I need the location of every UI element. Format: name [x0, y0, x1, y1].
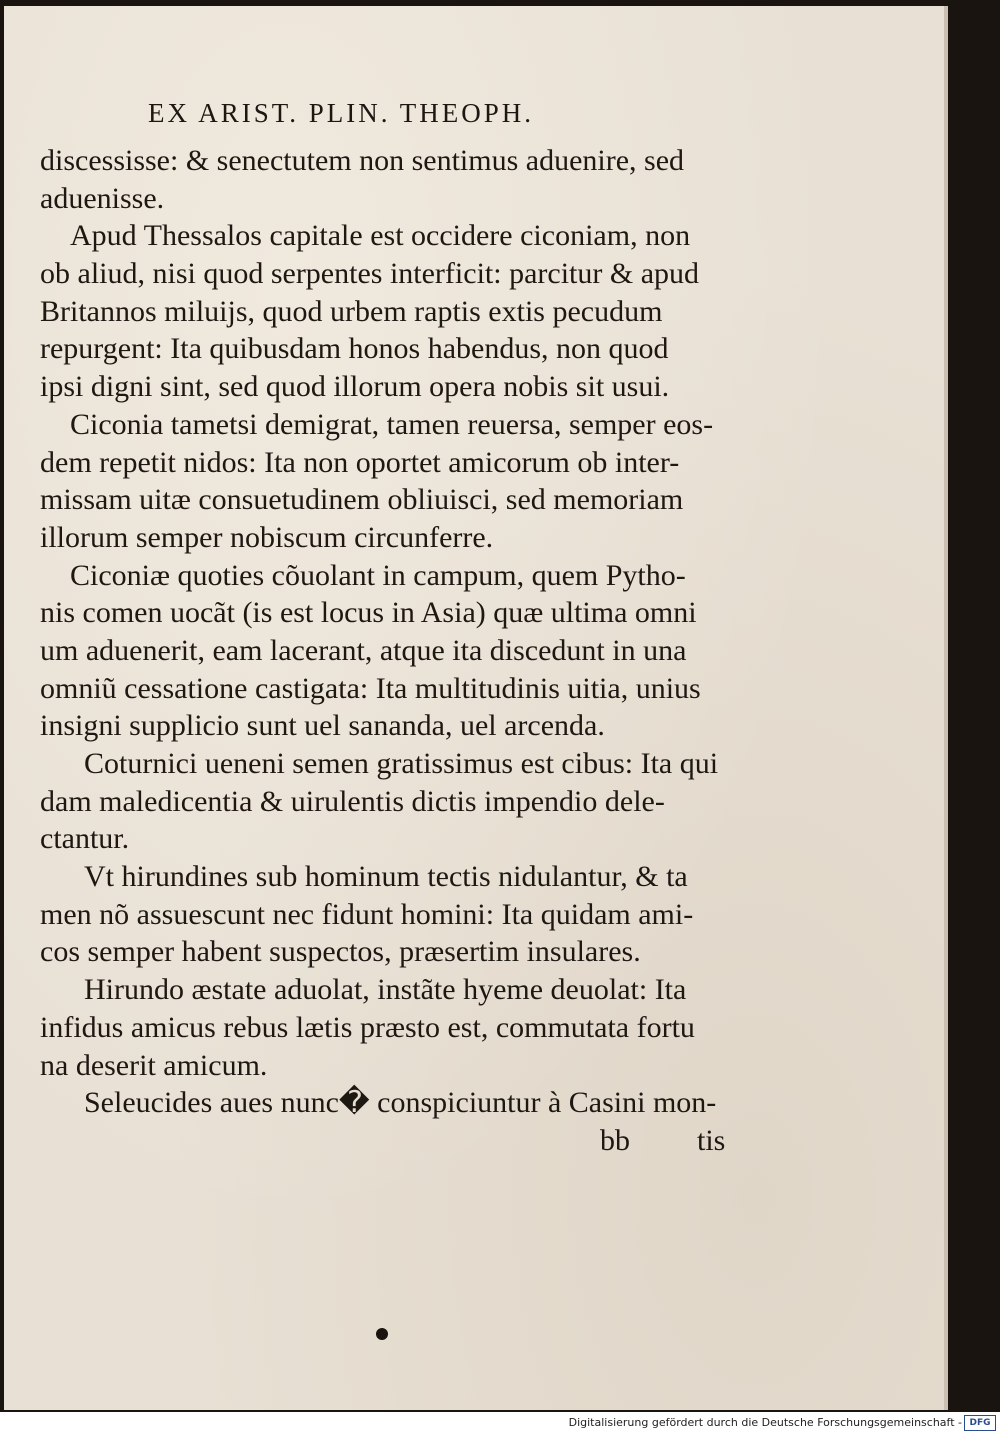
text-line: Britannos miluijs, quod urbem raptis extis pecudum	[40, 294, 663, 328]
text-line: insigni supplicio sunt uel sananda, uel arcenda.	[40, 709, 605, 743]
text-line: Hirundo æstate aduolat, instãte hyeme deuolat: Ita	[84, 973, 687, 1007]
page-edge	[944, 6, 948, 1410]
text-line: missam uitæ consuetudinem obliuisci, sed memoriam	[40, 483, 684, 517]
text-line: omniũ cessatione castigata: Ita multitudinis uitia, unius	[40, 671, 701, 705]
catchword: tis	[697, 1124, 726, 1157]
text-line: illorum semper nobiscum circunferre.	[40, 520, 494, 554]
text-line: repurgent: Ita quibusdam honos habendus, non quod	[40, 332, 669, 366]
text-line: ctantur.	[40, 822, 130, 856]
text-line: men nõ assuescunt nec fidunt homini: Ita quidam ami-	[40, 897, 694, 931]
ink-dot	[376, 1328, 388, 1340]
dfg-logo: DFG	[964, 1415, 996, 1431]
text-line: Apud Thessalos capitale est occidere ciconiam, non	[70, 219, 691, 253]
text-line: dam maledicentia & uirulentis dictis impendio dele-	[40, 784, 665, 818]
text-line: Seleucides aues nunc� conspiciuntur à Casini mon-	[84, 1086, 717, 1120]
text-line: infidus amicus rebus lætis præsto est, commutata fortu	[40, 1010, 695, 1044]
footer-bar	[0, 1412, 1000, 1433]
text-line: cos semper habent suspectos, præsertim insulares.	[40, 935, 641, 969]
text-line: Ciconiæ quoties cõuolant in campum, quem Pytho-	[70, 558, 686, 592]
text-line: ipsi digni sint, sed quod illorum opera nobis sit usui.	[40, 370, 670, 404]
text-line: um aduenerit, eam lacerant, atque ita discedunt in una	[40, 633, 687, 667]
text-line: discessisse: & senectutem non sentimus aduenire, sed	[40, 144, 685, 177]
text-line: Coturnici ueneni semen gratissimus est cibus: Ita qui	[84, 747, 719, 780]
text-line: ob aliud, nisi quod serpentes interficit: parcitur & apud	[40, 257, 700, 291]
text-line: aduenisse.	[40, 181, 165, 215]
funding-credit: Digitalisierung gefördert durch die Deutsche Forschungsgemeinschaft -	[568, 1416, 962, 1429]
text-line: nis comen uocãt (is est locus in Asia) quæ ultima omni	[40, 596, 697, 630]
signature-mark: bb	[600, 1124, 630, 1157]
text-line: dem repetit nidos: Ita non oportet amicorum ob inter-	[40, 445, 680, 479]
text-line: Ciconia tametsi demigrat, tamen reuersa, semper eos-	[70, 407, 714, 441]
text-line: Vt hirundines sub hominum tectis nidulantur, & ta	[84, 860, 688, 894]
text-line: na deserit amicum.	[40, 1048, 268, 1082]
running-head: EX ARIST. PLIN. THEOPH.	[148, 98, 535, 128]
body-text	[40, 142, 740, 1122]
